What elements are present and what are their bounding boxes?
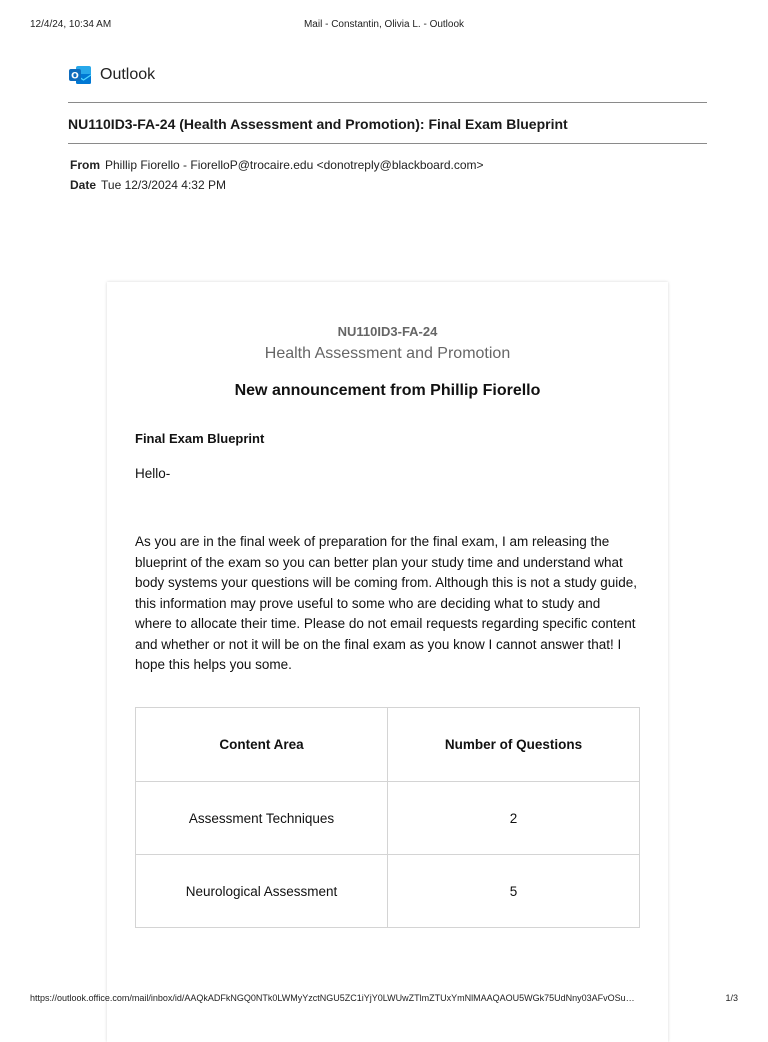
date-row bbox=[70, 178, 226, 192]
divider-subject bbox=[68, 143, 707, 144]
email-subject: NU110ID3-FA-24 (Health Assessment and Promotion): Final Exam Blueprint bbox=[68, 116, 568, 132]
print-datetime: 12/4/24, 10:34 AM bbox=[30, 19, 112, 30]
course-code: NU110ID3-FA-24 bbox=[337, 324, 438, 339]
date-value: Tue 12/3/2024 4:32 PM bbox=[101, 178, 226, 192]
table-header-row bbox=[136, 708, 640, 782]
date-label: Date bbox=[70, 178, 97, 192]
course-name: Health Assessment and Promotion bbox=[264, 345, 511, 362]
table-cell-question-count: 2 bbox=[388, 782, 640, 855]
announcement-title: Final Exam Blueprint bbox=[135, 431, 265, 446]
from-value: Phillip Fiorello - FiorelloP@trocaire.edu <donotreply@blackboard.com> bbox=[105, 158, 484, 172]
page-url: https://outlook.office.com/mail/inbox/id/AAQkADFkNGQ0NTk0LWMyYzctNGU5ZC1iYjY0LWUwZTlmZTUxYmNlMAAQAOU5WGk75UdNny03AFvOSu… bbox=[30, 993, 635, 1003]
outlook-logo-letter: O bbox=[71, 71, 79, 82]
from-row bbox=[70, 158, 484, 172]
announcement-greeting: Hello- bbox=[135, 466, 171, 481]
header-content-area: Content Area bbox=[136, 708, 388, 782]
announcement-card bbox=[107, 282, 668, 1042]
header-number-of-questions: Number of Questions bbox=[388, 708, 640, 782]
outlook-logo-icon bbox=[68, 63, 92, 87]
table-row bbox=[136, 782, 640, 855]
table-cell-content-area: Neurological Assessment bbox=[136, 855, 388, 928]
divider-top bbox=[68, 102, 707, 103]
outlook-brand bbox=[68, 62, 155, 88]
print-footer bbox=[30, 993, 738, 1007]
announcement-heading: New announcement from Phillip Fiorello bbox=[234, 382, 541, 399]
page-number: 1/3 bbox=[725, 993, 738, 1003]
announcement-paragraph: As you are in the final week of preparation for the final exam, I am releasing the blueprint of the exam so you can better plan your study time and understand what body systems your questions will be coming from. Although this is not a study guide, this information may prove useful to some who are deciding what to study and where to allocate their time. Please do not email requests regarding specific content and whether or not it will be on the final exam as you know I cannot answer that! I hope this helps you some. bbox=[135, 534, 638, 672]
app-name: Outlook bbox=[100, 66, 156, 83]
from-label: From bbox=[70, 158, 100, 172]
print-header bbox=[30, 19, 738, 33]
print-window-title: Mail - Constantin, Olivia L. - Outlook bbox=[303, 19, 465, 30]
table-row bbox=[136, 855, 640, 928]
table-cell-content-area: Assessment Techniques bbox=[136, 782, 388, 855]
blueprint-table bbox=[135, 707, 640, 928]
table-cell-question-count: 5 bbox=[388, 855, 640, 928]
